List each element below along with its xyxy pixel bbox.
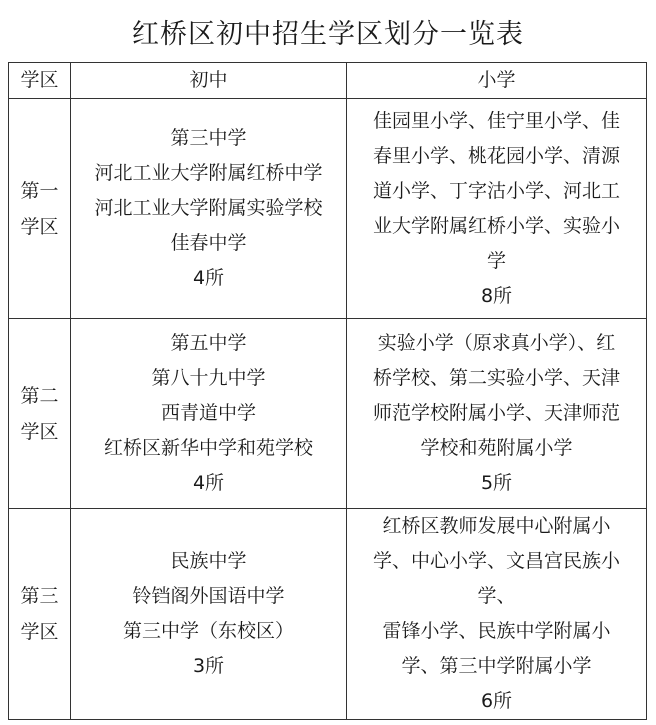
middle-school-cell xyxy=(71,509,347,720)
middle-school-count: 3所 xyxy=(192,655,225,677)
middle-school-line: 佳春中学 xyxy=(170,232,247,254)
primary-school-line: 学、第三中学附属小学 xyxy=(401,655,592,677)
header-primary: 小学 xyxy=(347,63,647,99)
middle-school-line: 河北工业大学附属红桥中学 xyxy=(94,162,323,184)
middle-school-line: 第三中学（东校区） xyxy=(122,620,294,642)
middle-school-line: 西青道中学 xyxy=(160,402,256,424)
middle-school-line: 第三中学 xyxy=(170,127,247,149)
primary-school-count: 5所 xyxy=(480,472,513,494)
area-line: 学区 xyxy=(20,420,59,443)
primary-school-line: 学、 xyxy=(477,585,516,607)
primary-school-line: 学 xyxy=(486,249,506,272)
primary-school-count: 6所 xyxy=(480,690,513,712)
middle-school-line: 红桥区新华中学和苑学校 xyxy=(103,437,313,459)
middle-school-line: 民族中学 xyxy=(170,550,247,572)
primary-school-line: 实验小学（原求真小学）、红 xyxy=(377,332,616,354)
area-line: 第一 xyxy=(20,179,59,202)
primary-school-line: 师范学校附属小学、天津师范 xyxy=(372,402,620,424)
primary-school-line: 红桥区教师发展中心附属小 xyxy=(382,515,611,537)
table-header-row xyxy=(9,63,647,99)
primary-school-cell xyxy=(347,319,647,509)
middle-school-cell xyxy=(71,99,347,319)
middle-school-cell xyxy=(71,319,347,509)
area-cell xyxy=(9,319,71,509)
area-line: 学区 xyxy=(20,215,59,238)
middle-school-line: 第八十九中学 xyxy=(151,367,266,389)
primary-school-line: 学、中心小学、文昌宫民族小 xyxy=(372,550,620,572)
table-row xyxy=(9,319,647,509)
primary-school-line: 佳园里小学、佳宁里小学、佳 xyxy=(372,109,620,132)
header-area: 学区 xyxy=(9,63,71,99)
primary-school-count: 8所 xyxy=(480,284,513,307)
area-line: 学区 xyxy=(20,621,59,643)
table-row xyxy=(9,509,647,720)
middle-school-count: 4所 xyxy=(192,472,225,494)
primary-school-line: 道小学、丁字沽小学、河北工 xyxy=(372,179,620,202)
middle-school-line: 第五中学 xyxy=(170,332,247,354)
primary-school-line: 雷锋小学、民族中学附属小 xyxy=(382,620,611,642)
primary-school-line: 桥学校、第二实验小学、天津 xyxy=(372,367,620,389)
middle-school-line: 铃铛阁外国语中学 xyxy=(132,585,285,607)
area-line: 第三 xyxy=(20,585,59,607)
header-middle: 初中 xyxy=(71,63,347,99)
table-row xyxy=(9,99,647,319)
area-cell xyxy=(9,99,71,319)
area-cell xyxy=(9,509,71,720)
primary-school-line: 春里小学、桃花园小学、清源 xyxy=(372,144,620,167)
primary-school-cell xyxy=(347,99,647,319)
district-table xyxy=(8,62,647,720)
primary-school-line: 学校和苑附属小学 xyxy=(420,437,573,459)
middle-school-count: 4所 xyxy=(192,267,225,289)
primary-school-line: 业大学附属红桥小学、实验小 xyxy=(372,214,620,237)
primary-school-cell xyxy=(347,509,647,720)
area-line: 第二 xyxy=(20,384,59,407)
middle-school-line: 河北工业大学附属实验学校 xyxy=(94,197,323,219)
page-title: 红桥区初中招生学区划分一览表 xyxy=(132,19,524,50)
